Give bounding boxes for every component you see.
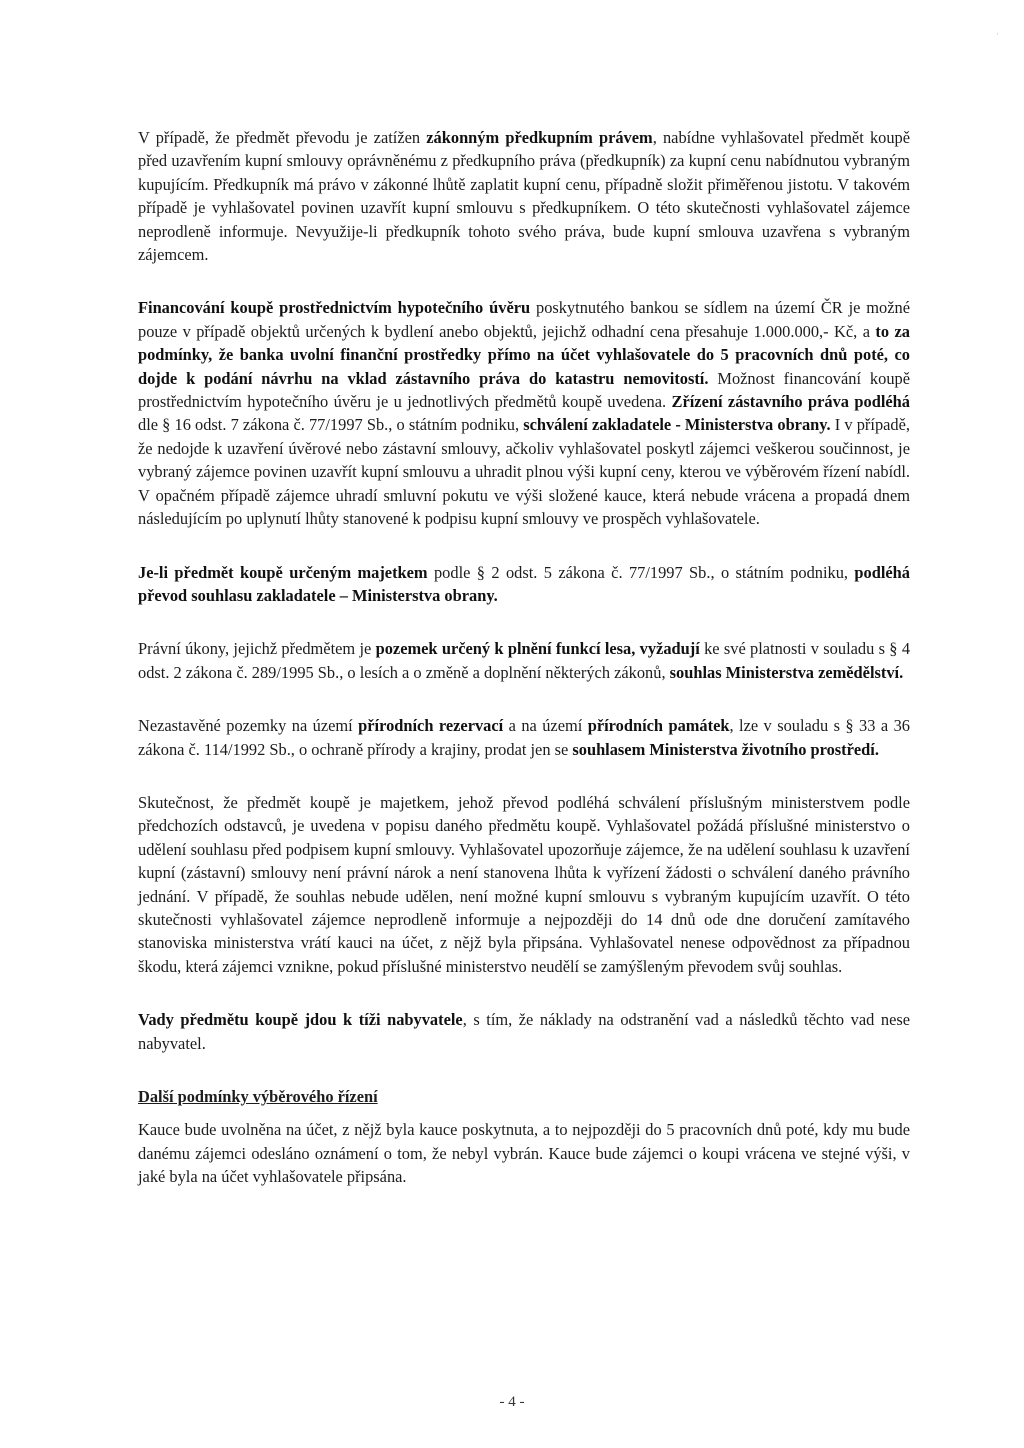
paragraph (138, 296, 910, 530)
section-heading: Další podmínky výběrového řízení (138, 1087, 378, 1106)
bold-text-run: podléhá převod souhlasu zakladatele – Ministerstva obrany. (138, 562, 910, 605)
bold-text-run: zákonným předkupním právem (426, 128, 653, 147)
bold-text-run: pozemek určený k plnění funkcí lesa, vyžadují (375, 639, 700, 659)
last-paragraph (138, 1118, 910, 1188)
text-run: a na území (503, 716, 588, 736)
paragraph (138, 714, 910, 761)
text-run: Kauce bude uvolněna na účet, z nějž byla kauce poskytnuta, a to nejpozději do 5 pracovních dnů poté, kdy mu bude danému zájemci odesláno oznámení o tom, že nebyl vybrán. Kauce bude zájemci o koupi vrácena ve stejné výši, v jaké byla na účet vyhlašovatele připsána. (138, 1120, 910, 1187)
bold-text-run: souhlas Ministerstva zemědělství. (669, 662, 904, 682)
bold-text-run: Je-li předmět koupě určeným majetkem (138, 562, 428, 582)
document-body (138, 126, 910, 1219)
text-run: podle § 2 odst. 5 zákona č. 77/1997 Sb., o státním podniku, (427, 562, 855, 582)
bold-text-run: schválení zakladatele - Ministerstva obrany. (523, 415, 831, 435)
text-run: Možnost financování koupě prostřednictvím hypotečního úvěru je u jednotlivých předmětů koupě uvedena. (138, 368, 910, 412)
text-run: dle § 16 odst. 7 zákona č. 77/1997 Sb., o státním podniku, (138, 415, 524, 435)
page-number: - 4 - (499, 1394, 525, 1410)
bold-text-run: Zřízení zástavního práva podléhá (671, 392, 910, 412)
text-run: , nabídne vyhlašovatel předmět koupě před uzavřením kupní smlouvy oprávněnému z předkupního práva (předkupník) za kupní cenu nabídnutou vybraným kupujícím. Předkupník má právo v zákonné lhůtě zaplatit kupní cenu, případně složit přiměřenou jistotu. V takovém případě je vyhlašovatel povinen uzavřít kupní smlouvu s předkupníkem. O této skutečnosti vyhlašovatel zájemce neprodleně informuje. Nevyužije-li předkupník tohoto svého práva, bude kupní smlouva uzavřena s vybraným zájemcem. (138, 128, 911, 265)
text-run: poskytnutého bankou se sídlem na území ČR je možné pouze v případě objektů určených k bydlení anebo objektů, jejichž odhadní cena přesahuje 1.000.000,- Kč, a (138, 298, 910, 341)
text-run: ke své platnosti v souladu s § 4 odst. 2 zákona č. 289/1995 Sb., o lesích a o změně a doplnění některých zákonů, (138, 639, 911, 682)
text-run: , s tím, že náklady na odstranění vad a následků těchto vad nese nabyvatel. (138, 1010, 910, 1053)
bold-text-run: souhlasem Ministerstva životního prostředí. (572, 739, 879, 759)
bold-text-run: přírodních památek (587, 716, 730, 736)
bold-text-run: Vady předmětu koupě jdou k tíži nabyvatele (138, 1010, 463, 1030)
text-run: Skutečnost, že předmět koupě je majetkem, jehož převod podléhá schválení příslušným ministerstvem podle předchozích odstavců, je uvedena v popisu daného předmětu koupě. Vyhlašovatel požádá příslušné ministerstvo o udělení souhlasu před podpisem kupní smlouvy. Vyhlašovatel upozorňuje zájemce, že na udělení souhlasu k uzavření kupní (zástavní) smlouvy není právní nárok a není stanovena lhůta k vyřízení žádosti o schválení daného právního jednání. V případě, že souhlas nebude udělen, není možné kupní smlouvu s vybraným kupujícím uzavřít. O této skutečnosti vyhlašovatel zájemce neprodleně informuje a nejpozději do 14 dnů ode dne doručení zamítavého stanoviska ministerstva vrátí kauci na účet, z nějž byla připsána. Vyhlašovatel nenese odpovědnost za případnou škodu, která zájemci vznikne, pokud příslušné ministerstvo neudělí se zamýšleným převodem svůj souhlas. (138, 792, 910, 976)
paragraph (138, 126, 910, 266)
text-run: I v případě, že nedojde k uzavření úvěrové nebo zástavní smlouvy, ačkoliv vyhlašovatel poskytl zájemci veškerou součinnost, je vybraný zájemce povinen uzavřít kupní smlouvu a uhradit plnou výši kupní ceny, kterou ve výběrovém řízení nabídl. V opačném případě zájemce uhradí smluvní pokutu ve výši složené kauce, která nebude vrácena a propadá dnem následujícím po uplynutí lhůty stanovené k podpisu kupní smlouvy ve prospěch vyhlašovatele. (138, 415, 910, 529)
text-run: Právní úkony, jejichž předmětem je (138, 639, 376, 659)
text-run: , lze v souladu s § 33 a 36 zákona č. 114/1992 Sb., o ochraně přírody a krajiny, prodat jen se (138, 716, 910, 759)
text-run: V případě, že předmět převodu je zatížen (138, 128, 427, 147)
paragraph (138, 791, 910, 978)
bold-text-run: přírodních rezervací (358, 716, 504, 736)
bold-text-run: Financování koupě prostřednictvím hypotečního úvěru (138, 298, 531, 318)
paragraph (138, 561, 910, 608)
paragraph-list (138, 126, 910, 1055)
text-run: Nezastavěné pozemky na území (138, 716, 359, 736)
paragraph (138, 1008, 910, 1055)
scan-mark: · (996, 30, 999, 40)
paragraph (138, 637, 910, 684)
bold-text-run: to za podmínky, že banka uvolní finanční prostředky přímo na účet vyhlašovatele do 5 pracovních dnů poté, co dojde k podání návrhu na vklad zástavního práva do katastru nemovitostí. (138, 321, 910, 388)
